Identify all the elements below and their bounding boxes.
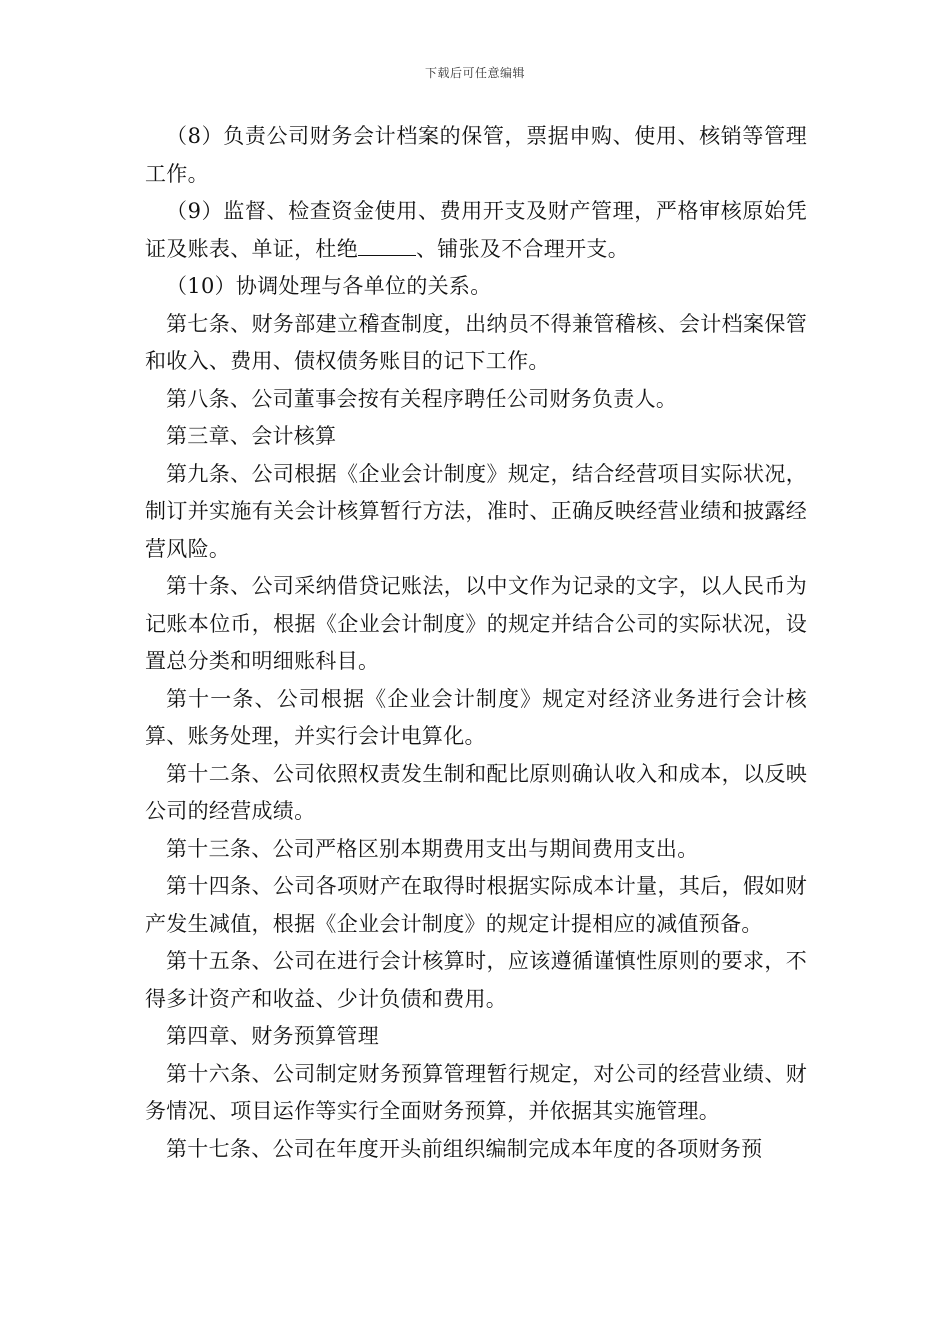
- paragraph-item-9: [145, 193, 807, 268]
- paragraph-item-10: （10）协调处理与各单位的关系。: [166, 274, 492, 298]
- article-14: 第十四条、公司各项财产在取得时根据实际成本计量，其后，假如财产发生减值，根据《企业会计制度》的规定计提相应的减值预备。: [145, 874, 807, 936]
- chapter-3-heading: 第三章、会计核算: [166, 424, 337, 448]
- article-17: 第十七条、公司在年度开头前组织编制完成本年度的各项财务预: [166, 1136, 763, 1161]
- article-11: 第十一条、公司根据《企业会计制度》规定对经济业务进行会计核算、账务处理，并实行会计电算化。: [145, 686, 807, 748]
- document-body: [145, 118, 807, 1168]
- paragraph-item-9-text: （9）监督、检查资金使用、费用开支及财产管理，严格审核原始凭证及账表、单证，杜绝: [145, 199, 807, 261]
- article-13: 第十三条、公司严格区别本期费用支出与期间费用支出。: [166, 836, 699, 861]
- page-header: 下载后可任意编辑: [424, 66, 525, 80]
- article-15: 第十五条、公司在进行会计核算时，应该遵循谨慎性原则的要求，不得多计资产和收益、少计负债和费用。: [145, 949, 807, 1011]
- paragraph-item-8: （8）负责公司财务会计档案的保管，票据申购、使用、核销等管理工作。: [145, 124, 807, 186]
- paragraph-item-9-tail: 、铺张及不合理开支。: [416, 236, 629, 261]
- article-9: 第九条、公司根据《企业会计制度》规定，结合经营项目实际状况，制订并实施有关会计核算暂行方法，准时、正确反映经营业绩和披露经营风险。: [145, 461, 807, 561]
- article-12: 第十二条、公司依照权责发生制和配比原则确认收入和成本，以反映公司的经营成绩。: [145, 761, 807, 823]
- article-7: 第七条、财务部建立稽查制度，出纳员不得兼管稽核、会计档案保管和收入、费用、债权债务账目的记下工作。: [145, 311, 807, 373]
- article-10: 第十条、公司采纳借贷记账法，以中文作为记录的文字，以人民币为记账本位币，根据《企业会计制度》的规定并结合公司的实际状况，设置总分类和明细账科目。: [145, 574, 807, 673]
- fill-in-blank: [358, 237, 416, 256]
- chapter-4-heading: 第四章、财务预算管理: [166, 1024, 379, 1048]
- article-8: 第八条、公司董事会按有关程序聘任公司财务负责人。: [166, 386, 678, 411]
- article-16: 第十六条、公司制定财务预算管理暂行规定，对公司的经营业绩、财务情况、项目运作等实行全面财务预算，并依据其实施管理。: [145, 1061, 807, 1123]
